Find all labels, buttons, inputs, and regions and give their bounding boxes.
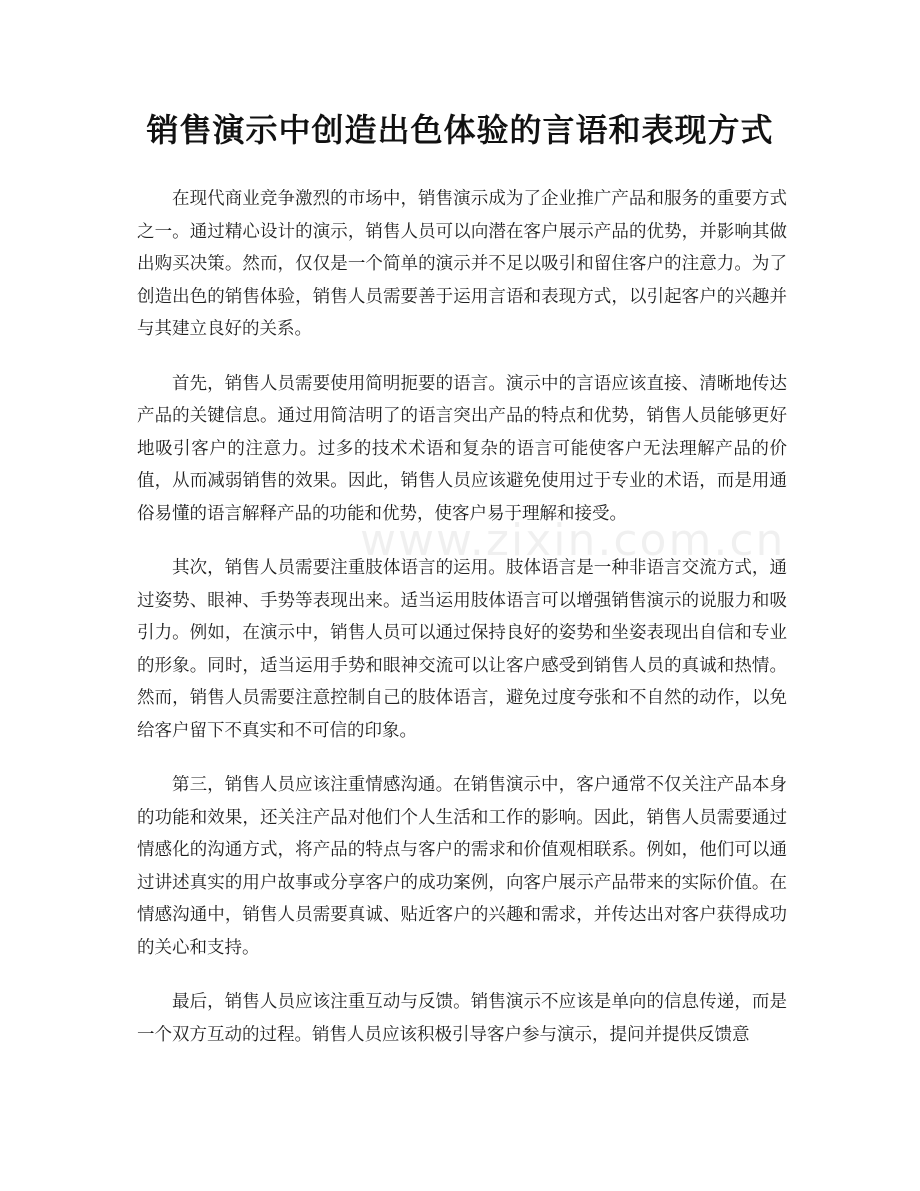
paragraph-intro: 在现代商业竞争激烈的市场中，销售演示成为了企业推广产品和服务的重要方式之一。通过精心设计的演示，销售人员可以向潜在客户展示产品的优势，并影响其做出购买决策。然而，仅仅是一个简单的演示并不足以吸引和留住客户的注意力。为了创造出色的销售体验，销售人员需要善于运用言语和表现方式，以引起客户的兴趣并与其建立良好的关系。	[137, 189, 787, 339]
document-body	[137, 183, 787, 1073]
watermark: www.zixin.com.cn	[360, 515, 786, 566]
paragraph-body-language: 其次，销售人员需要注重肢体语言的运用。肢体语言是一种非语言交流方式，通过姿势、眼神、手势等表现出来。适当运用肢体语言可以增强销售演示的说服力和吸引力。例如，在演示中，销售人员可以通过保持良好的姿势和坐姿表现出自信和专业的形象。同时，适当运用手势和眼神交流可以让客户感受到销售人员的真诚和热情。然而，销售人员需要注意控制自己的肢体语言，避免过度夸张和不自然的动作，以免给客户留下不真实和不可信的印象。	[137, 558, 787, 741]
paragraph-concise-language: 首先，销售人员需要使用简明扼要的语言。演示中的言语应该直接、清晰地传达产品的关键信息。通过用简洁明了的语言突出产品的特点和优势，销售人员能够更好地吸引客户的注意力。过多的技术术语和复杂的语言可能使客户无法理解产品的价值，从而减弱销售的效果。因此，销售人员应该避免使用过于专业的术语，而是用通俗易懂的语言解释产品的功能和优势，使客户易于理解和接受。	[137, 373, 787, 524]
document-title: 销售演示中创造出色体验的言语和表现方式	[146, 111, 774, 149]
paragraph-interaction-feedback: 最后，销售人员应该注重互动与反馈。销售演示不应该是单向的信息传递，而是一个双方互动的过程。销售人员应该积极引导客户参与演示，提问并提供反馈意	[137, 992, 787, 1045]
paragraph-emotional-communication: 第三，销售人员应该注重情感沟通。在销售演示中，客户通常不仅关注产品本身的功能和效果，还关注产品对他们个人生活和工作的影响。因此，销售人员需要通过情感化的沟通方式，将产品的特点与客户的需求和价值观相联系。例如，他们可以通过讲述真实的用户故事或分享客户的成功案例，向客户展示产品带来的实际价值。在情感沟通中，销售人员需要真诚、贴近客户的兴趣和需求，并传达出对客户获得成功的关心和支持。	[137, 775, 787, 958]
